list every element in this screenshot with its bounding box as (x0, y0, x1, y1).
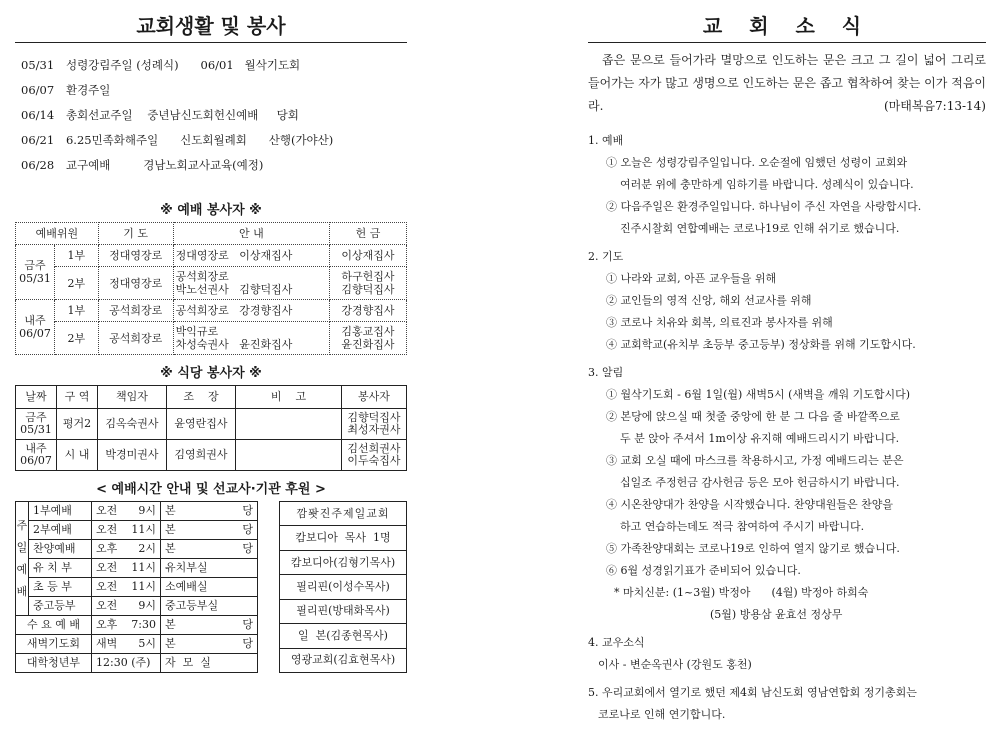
mission-row (280, 599, 407, 623)
item-number: ① (606, 272, 617, 285)
offering-line: 김홍교집사 (341, 325, 395, 338)
service-place (161, 578, 258, 597)
item-number: ③ (606, 454, 617, 467)
left-column (15, 0, 407, 673)
schedule-item (15, 53, 407, 78)
mission-cell: 필리핀(방태화목사) (280, 599, 407, 623)
guide-cell (173, 267, 329, 300)
item-number: ③ (606, 316, 617, 329)
mission-cell: 필리핀(이성수목사) (280, 575, 407, 599)
worship-servants-title: ※ 예배 봉사자 ※ (160, 203, 262, 218)
mission-row (280, 526, 407, 550)
item-number: ② (606, 294, 617, 307)
captain-cell: 윤영란집사 (167, 409, 236, 440)
guide-cell: 공석희장로 강경향집사 (173, 300, 329, 322)
mission-row (280, 550, 407, 574)
service-name: 대학청년부 (16, 654, 92, 673)
servant-cell (342, 440, 407, 471)
time-prefix: 오후 (96, 542, 118, 555)
servant-line: 김향덕집사 (347, 411, 401, 424)
note-cell (236, 440, 342, 471)
schedule-text: 총회선교주일 중년남신도회헌신예배 당회 (65, 108, 299, 122)
service-times-area (15, 501, 407, 673)
table-row (16, 635, 258, 654)
place-part: 당 (242, 504, 253, 517)
service-place (161, 616, 258, 635)
service-time (92, 559, 161, 578)
note-cell (236, 409, 342, 440)
week-label: 내주 (25, 442, 47, 455)
service-name: 찬양예배 (29, 540, 92, 559)
mission-cell: 캄보디아(김형기목사) (280, 550, 407, 574)
offering-cell: 강경향집사 (330, 300, 407, 322)
service-name: 1부예배 (29, 502, 92, 521)
place-part: 당 (242, 618, 253, 631)
table-row (16, 322, 407, 355)
news-heading: 3. 알림 (588, 366, 624, 379)
church-news-title: 교 회 소 식 (702, 14, 872, 38)
title-rule (588, 42, 986, 43)
service-place (161, 540, 258, 559)
schedule-item (15, 78, 407, 103)
schedule-date: 06/14 (21, 108, 55, 122)
area-cell: 시 내 (57, 440, 98, 471)
time-value: 11시 (131, 523, 156, 536)
mission-cell: 영광교회(김효현목사) (280, 648, 407, 672)
news-item (588, 538, 986, 560)
guide-line: 박노선권사 김향덕집사 (175, 283, 293, 296)
table-row (16, 521, 258, 540)
mission-row (280, 575, 407, 599)
schedule-date: 06/21 (21, 133, 55, 147)
news-heading: 1. 예배 (588, 134, 624, 147)
guide-line: 차성숙권사 윤진화집사 (175, 338, 293, 351)
place-part: 당 (242, 637, 253, 650)
time-value: 7:30 (131, 618, 156, 631)
header-cell: 봉사자 (342, 386, 407, 409)
week-label: 내주 (24, 314, 46, 327)
news-body: 이사 - 변순옥권사 (강원도 홍천) (598, 658, 752, 671)
news-item (588, 152, 986, 174)
time-prefix: 오전 (96, 561, 118, 574)
item-line: 본당에 앉으실 때 첫줄 중앙에 한 분 그 다음 줄 바깥쪽으로 (620, 410, 900, 423)
table-row (16, 245, 407, 267)
service-name: 초 등 부 (29, 578, 92, 597)
service-place (161, 502, 258, 521)
time-value: 11시 (131, 561, 156, 574)
part-cell: 2부 (55, 322, 99, 355)
missions-table (279, 501, 407, 673)
time-value: 2시 (138, 542, 156, 555)
service-name: 유 치 부 (29, 559, 92, 578)
item-line: 교회학교(유치부 초등부 중고등부) 정상화를 위해 기도합시다. (620, 338, 916, 351)
schedule-item (15, 128, 407, 153)
place-part: 본 (165, 542, 176, 555)
item-line: 가족찬양대회는 코로나19로 인하여 열지 않기로 했습니다. (620, 542, 900, 555)
header-cell: 예배위원 (16, 223, 99, 245)
item-line: 나라와 교회, 아픈 교우들을 위해 (620, 272, 777, 285)
news-body: 코로나로 인해 연기합니다. (598, 708, 726, 721)
kitchen-servants-title: ※ 식당 봉사자 ※ (160, 366, 262, 381)
table-row (16, 578, 258, 597)
item-number: ② (606, 410, 617, 423)
news-item-cont: 십일조 주정헌금 감사헌금 등은 모아 헌금하시기 바랍니다. (620, 476, 900, 489)
item-number: ④ (606, 498, 617, 511)
service-place (161, 521, 258, 540)
table-row (16, 654, 258, 673)
part-cell: 2부 (55, 267, 99, 300)
schedule-text: 성령강림주일 (성례식) 06/01 월삭기도회 (65, 58, 301, 72)
news-item (588, 268, 986, 290)
captain-cell: 김영희권사 (167, 440, 236, 471)
table-row (16, 559, 258, 578)
service-name: 중고등부 (29, 597, 92, 616)
place-part: 본 (165, 504, 176, 517)
news-list (588, 130, 986, 726)
schedule-date: 06/28 (21, 158, 55, 172)
place-part: 당 (242, 542, 253, 555)
servant-line: 최성자권사 (347, 423, 401, 436)
table-row (16, 440, 407, 471)
item-line: 교회 오실 때에 마스크를 착용하시고, 가정 예배드리는 분은 (620, 454, 904, 467)
news-item (588, 384, 986, 406)
mission-row (280, 624, 407, 648)
item-number: ① (606, 388, 617, 401)
item-line: 시온찬양대가 찬양을 시작했습니다. 찬양대원들은 찬양을 (620, 498, 894, 511)
sunday-label-char: 예 (16, 562, 28, 576)
schedule-date: 05/31 (21, 58, 55, 72)
week-date: 05/31 (20, 423, 52, 436)
date-cell (16, 440, 57, 471)
week-date: 05/31 (19, 272, 51, 285)
schedule-item (15, 153, 407, 178)
news-item (588, 312, 986, 334)
news-item-cont: 진주시찰회 연합예배는 코로나19로 인해 쉬기로 했습니다. (620, 222, 900, 235)
verse-reference: (마태복음7:13-14) (883, 99, 986, 113)
schedule-text: 교구예배 경남노회교사교육(예정) (65, 158, 264, 172)
service-name: 2부예배 (29, 521, 92, 540)
offering-cell (330, 267, 407, 300)
time-value: 11시 (131, 580, 156, 593)
item-line: 6월 성경읽기표가 준비되어 있습니다. (620, 564, 801, 577)
news-item (588, 450, 986, 472)
servant-line: 이두숙집사 (347, 454, 401, 467)
place-part: 소예배실 (165, 580, 208, 593)
offering-cell (330, 322, 407, 355)
item-line: 오늘은 성령강림주일입니다. 오순절에 임했던 성령이 교회와 (620, 156, 908, 169)
time-prefix: 오전 (96, 504, 118, 517)
prayer-cell: 정대영장로 (98, 267, 173, 300)
news-item (588, 196, 986, 218)
news-heading: 2. 기도 (588, 250, 624, 263)
service-place (161, 635, 258, 654)
news-item-cont: 하고 연습하는데도 적극 참여하여 주시기 바랍니다. (620, 520, 865, 533)
header-cell: 비 고 (236, 386, 342, 409)
service-time (92, 635, 161, 654)
service-time (92, 540, 161, 559)
header-cell: 헌 금 (330, 223, 407, 245)
week-date: 06/07 (19, 327, 51, 340)
news-item (588, 406, 986, 428)
header-cell: 조 장 (167, 386, 236, 409)
part-cell: 1부 (55, 245, 99, 267)
header-cell: 기 도 (98, 223, 173, 245)
service-times-title: < 예배시간 안내 및 선교사·기관 후원 > (96, 482, 326, 497)
sunday-label-char: 배 (16, 584, 28, 598)
table-header-row (16, 386, 407, 409)
service-place (161, 597, 258, 616)
offering-cell: 이상재집사 (330, 245, 407, 267)
date-cell (16, 409, 57, 440)
item-number: ① (606, 156, 617, 169)
item-number: ② (606, 200, 617, 213)
place-part: 당 (242, 523, 253, 536)
time-prefix: 오후 (96, 618, 118, 631)
leader-cell: 박경미권사 (98, 440, 167, 471)
worship-servants-table (15, 222, 407, 355)
item-number: ④ (606, 338, 617, 351)
item-line: 다음주일은 환경주일입니다. 하나님이 주신 자연을 사랑합시다. (620, 200, 922, 213)
service-time (92, 578, 161, 597)
mission-cell: 캄보디아 목사 1명 (280, 526, 407, 550)
news-item (588, 560, 986, 582)
header-cell: 구 역 (57, 386, 98, 409)
table-header-row (16, 223, 407, 245)
table-row (16, 502, 258, 521)
verse-text: 좁은 문으로 들어가라 멸망으로 인도하는 문은 크고 그 길이 넓어 그리로 들어가는 자가 많고 생명으로 인도하는 문은 좁고 협착하여 찾는 이가 적음이라. (588, 53, 986, 113)
place-part: 본 (165, 618, 176, 631)
area-cell: 평거2 (57, 409, 98, 440)
week-cell (16, 300, 55, 355)
mission-cell: 깜퐛진주제일교회 (280, 502, 407, 526)
place-part: 중고등부실 (165, 599, 219, 612)
sunday-label-char: 일 (16, 540, 28, 554)
news-item (588, 290, 986, 312)
servant-cell (342, 409, 407, 440)
time-prefix: 오전 (96, 580, 118, 593)
guide-cell (173, 322, 329, 355)
week-label: 금주 (25, 411, 47, 424)
guide-line: 공석희장로 (175, 270, 229, 283)
week-cell (16, 245, 55, 300)
prayer-cell: 공석희장로 (98, 322, 173, 355)
news-item (588, 334, 986, 356)
guide-cell: 정대영장로 이상재집사 (173, 245, 329, 267)
news-heading: 5. 우리교회에서 열기로 했던 제4회 남신도회 영남연합회 정기총회는 (588, 686, 917, 699)
news-note: (5월) 방용삼 윤효선 정상무 (710, 608, 843, 621)
item-line: 교인들의 영적 신앙, 해외 선교사를 위해 (620, 294, 812, 307)
church-life-title: 교회생활 및 봉사 (136, 14, 286, 38)
place-part: 본 (165, 523, 176, 536)
service-name: 새벽기도회 (16, 635, 92, 654)
part-cell: 1부 (55, 300, 99, 322)
service-time (92, 502, 161, 521)
prayer-cell: 정대영장로 (98, 245, 173, 267)
schedule-list (15, 53, 407, 178)
header-cell: 안 내 (173, 223, 329, 245)
place-part: 본 (165, 637, 176, 650)
offering-line: 김향덕집사 (341, 283, 395, 296)
mission-row (280, 648, 407, 672)
service-time (92, 521, 161, 540)
offering-line: 하구헌집사 (341, 270, 395, 283)
schedule-date: 06/07 (21, 83, 55, 97)
service-times-table (15, 501, 258, 673)
mission-cell: 일 본(김종현목사) (280, 624, 407, 648)
time-value: 5시 (138, 637, 156, 650)
service-time: 12:30 (주) (92, 654, 161, 673)
service-place (161, 559, 258, 578)
leader-cell: 김옥숙권사 (98, 409, 167, 440)
service-name: 수 요 예 배 (16, 616, 92, 635)
time-value: 9시 (138, 599, 156, 612)
time-prefix: 오전 (96, 599, 118, 612)
table-row (16, 597, 258, 616)
table-row (16, 409, 407, 440)
title-rule (15, 42, 407, 43)
place-part: 유치부실 (165, 561, 208, 574)
item-line: 월삭기도회 - 6월 1일(월) 새벽5시 (새벽을 깨워 기도합시다) (620, 388, 910, 401)
service-time (92, 597, 161, 616)
news-heading: 4. 교우소식 (588, 636, 645, 649)
news-item (588, 494, 986, 516)
schedule-text: 6.25민족화해주일 신도회월례회 산행(가야산) (65, 133, 334, 147)
news-item-cont: 여러분 위에 충만하게 임하기를 바랍니다. 성례식이 있습니다. (620, 178, 914, 191)
servant-line: 김선희권사 (347, 442, 401, 455)
time-prefix: 오전 (96, 523, 118, 536)
table-row (16, 540, 258, 559)
offering-line: 윤진화집사 (341, 338, 395, 351)
week-date: 06/07 (20, 454, 52, 467)
guide-line: 박익규로 (175, 325, 219, 338)
time-value: 9시 (138, 504, 156, 517)
schedule-item (15, 103, 407, 128)
kitchen-servants-table (15, 385, 407, 471)
news-note: * 마치신분: (1~3월) 박정아 (4월) 박정아 하희숙 (614, 586, 869, 599)
service-time (92, 616, 161, 635)
sunday-label-char: 주 (16, 518, 28, 532)
mission-row (280, 502, 407, 526)
time-prefix: 새벽 (96, 637, 118, 650)
week-label: 금주 (24, 259, 46, 272)
header-cell: 날짜 (16, 386, 57, 409)
table-row (16, 300, 407, 322)
item-number: ⑤ (606, 542, 617, 555)
news-item-cont: 두 분 앉아 주셔서 1m이상 유지해 예배드리시기 바랍니다. (620, 432, 900, 445)
right-column (588, 0, 986, 726)
table-row (16, 267, 407, 300)
header-cell: 책임자 (98, 386, 167, 409)
schedule-text: 환경주일 (65, 83, 111, 97)
sunday-label-cell (16, 502, 29, 616)
item-line: 코로나 치유와 회복, 의료진과 봉사자를 위해 (620, 316, 833, 329)
prayer-cell: 공석희장로 (98, 300, 173, 322)
scripture-verse (588, 49, 986, 118)
service-place: 자 모 실 (161, 654, 258, 673)
item-number: ⑥ (606, 564, 617, 577)
table-row (16, 616, 258, 635)
